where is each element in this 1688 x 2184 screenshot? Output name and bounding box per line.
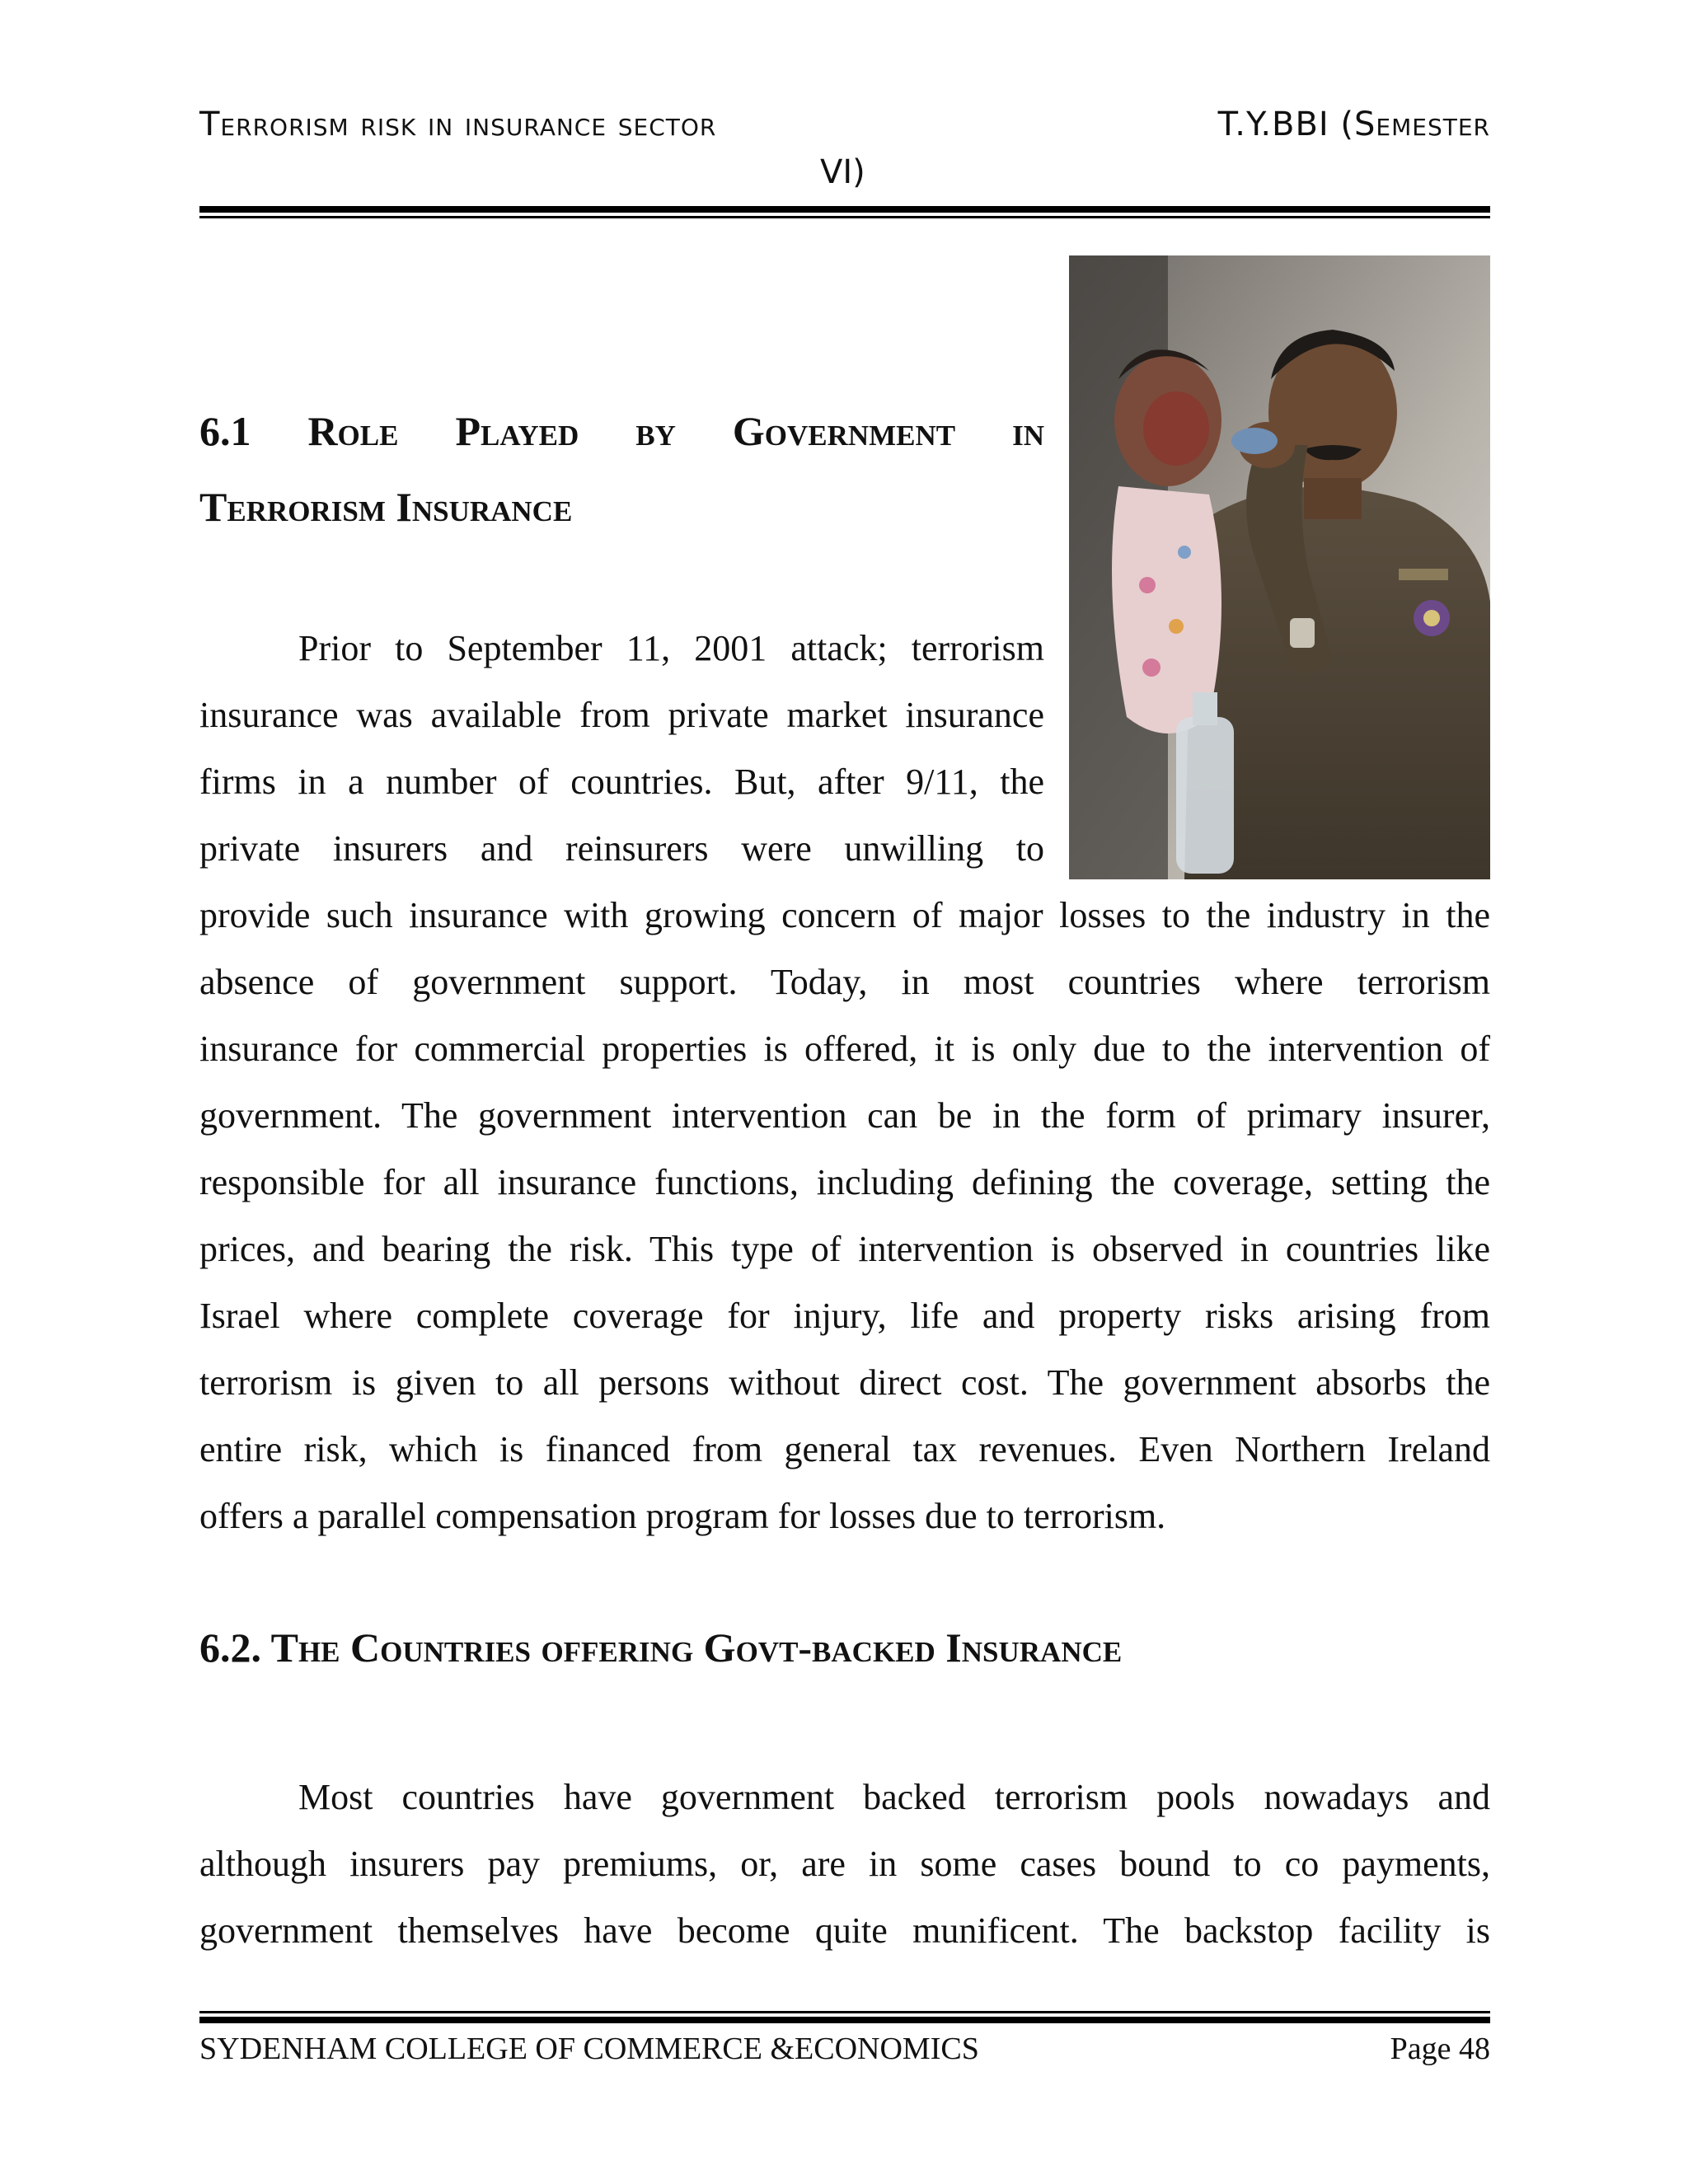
section-6-2-heading: 6.2. The Countries offering Govt-backed Insurance bbox=[199, 1624, 1123, 1671]
section-number: 6.1 bbox=[199, 408, 251, 454]
section-6-1-paragraph-wide bbox=[199, 882, 1490, 1549]
header-rule-thick bbox=[199, 206, 1490, 213]
text-line: government. The government intervention can be in the form of primary insurer, bbox=[199, 1095, 1490, 1136]
text-line: Prior to September 11, 2001 attack; terrorism bbox=[298, 628, 1044, 668]
text-line: entire risk, which is financed from general tax revenues. Even Northern Ireland bbox=[199, 1429, 1490, 1469]
section-6-1-heading-line2: Terrorism Insurance bbox=[199, 484, 573, 530]
text-line: Israel where complete coverage for injury, life and property risks arising from bbox=[199, 1296, 1490, 1336]
section-6-2-paragraph bbox=[199, 1764, 1490, 1964]
header-title: Terrorism risk in insurance sector bbox=[199, 105, 717, 143]
text-line: insurance for commercial properties is offered, it is only due to the intervention of bbox=[199, 1029, 1490, 1069]
header-course: T.Y.BBI (Semester bbox=[1217, 105, 1490, 143]
text-line: Most countries have government backed terrorism pools nowadays and bbox=[298, 1777, 1490, 1817]
header-rule-thin bbox=[199, 216, 1490, 218]
footer-college-name: SYDENHAM COLLEGE OF COMMERCE &ECONOMICS bbox=[199, 2032, 979, 2066]
header-course-continued: VI) bbox=[820, 153, 865, 191]
heading-word: Played bbox=[455, 408, 579, 454]
text-line: responsible for all insurance functions, including defining the coverage, setting the bbox=[199, 1162, 1490, 1202]
footer-rule-thin bbox=[199, 2011, 1490, 2013]
text-line: government themselves have become quite munificent. The backstop facility is bbox=[199, 1910, 1490, 1951]
heading-word: Role bbox=[307, 408, 399, 454]
section-6-1-heading-line1 bbox=[199, 407, 1044, 455]
text-line: offers a parallel compensation program for losses due to terrorism. bbox=[199, 1496, 1166, 1536]
text-line: insurance was available from private market insurance bbox=[199, 695, 1044, 735]
text-line: terrorism is given to all persons without direct cost. The government absorbs the bbox=[199, 1362, 1490, 1403]
text-line: prices, and bearing the risk. This type of intervention is observed in countries like bbox=[199, 1229, 1490, 1269]
page-number: Page 48 bbox=[1390, 2032, 1490, 2066]
heading-word: in bbox=[1012, 408, 1044, 454]
text-line: provide such insurance with growing concern of major losses to the industry in the bbox=[199, 895, 1490, 935]
text-line: private insurers and reinsurers were unwilling to bbox=[199, 828, 1044, 869]
text-line: although insurers pay premiums, or, are in some cases bound to co payments, bbox=[199, 1844, 1490, 1884]
heading-word: by bbox=[635, 408, 676, 454]
text-line: absence of government support. Today, in most countries where terrorism bbox=[199, 962, 1490, 1002]
footer-rule-thick bbox=[199, 2017, 1490, 2023]
photo-illustration bbox=[1069, 255, 1490, 879]
policeman-with-child-photo bbox=[1069, 255, 1490, 879]
heading-word: Government bbox=[732, 408, 956, 454]
text-line: firms in a number of countries. But, after 9/11, the bbox=[199, 762, 1044, 802]
section-6-1-paragraph-narrow bbox=[199, 615, 1044, 882]
